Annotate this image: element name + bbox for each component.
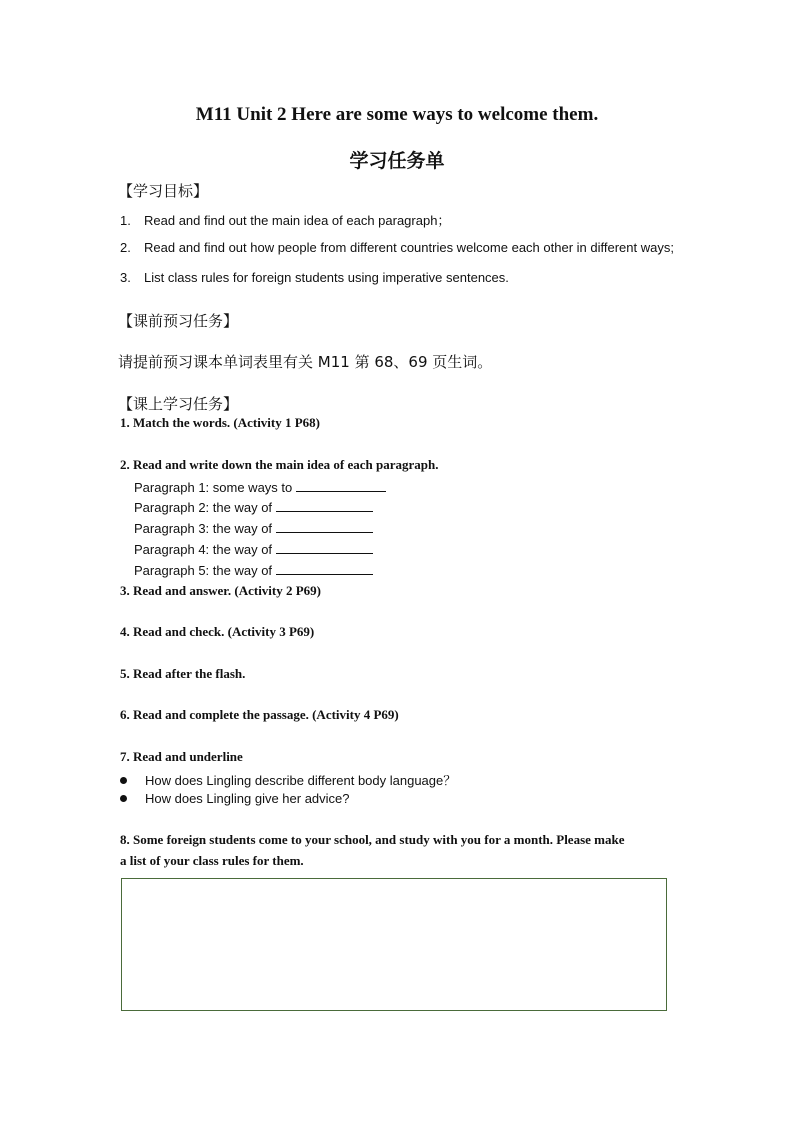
task-5: 5. Read after the flash. — [120, 666, 246, 681]
task-8-line-2: a list of your class rules for them. — [120, 853, 304, 868]
objective-item — [120, 210, 450, 229]
task-7: 7. Read and underline — [120, 749, 243, 764]
bullet-item — [120, 791, 350, 806]
task-3: 3. Read and answer. (Activity 2 P69) — [120, 583, 322, 598]
objectives-heading: 【学习目标】 — [118, 182, 209, 200]
answer-blank[interactable] — [276, 520, 373, 533]
paragraph-label: Paragraph 4: the way of — [134, 542, 273, 557]
answer-blank[interactable] — [276, 499, 373, 512]
page-title: M11 Unit 2 Here are some ways to welcome them. — [195, 104, 599, 125]
paragraph-label: Paragraph 5: the way of — [134, 563, 273, 578]
task-4: 4. Read and check. (Activity 3 P69) — [120, 624, 315, 639]
task-6: 6. Read and complete the passage. (Activity 4 P69) — [120, 707, 399, 722]
paragraph-label: Paragraph 3: the way of — [134, 521, 273, 536]
paragraph-line — [134, 499, 373, 515]
answer-blank[interactable] — [276, 562, 373, 575]
bullet-text: How does Lingling describe different body language？ — [145, 773, 457, 788]
preview-text: 请提前预习课本单词表里有关 M11 第 68、69 页生词。 — [118, 353, 493, 371]
paragraph-label: Paragraph 2: the way of — [134, 500, 273, 515]
objective-text: Read and find out how people from different countries welcome each other in different ways; — [144, 240, 674, 255]
task-1: 1. Match the words. (Activity 1 P68) — [120, 415, 321, 430]
task-8-line-1: 8. Some foreign students come to your school, and study with you for a month. Please make — [120, 832, 625, 847]
bullet-dot-icon — [120, 795, 127, 802]
paragraph-line — [134, 562, 373, 578]
answer-blank[interactable] — [296, 479, 386, 492]
objective-number: 3. — [120, 270, 131, 285]
inclass-heading: 【课上学习任务】 — [118, 395, 239, 413]
bullet-text: How does Lingling give her advice? — [145, 791, 350, 806]
paragraph-label: Paragraph 1: some ways to — [134, 480, 293, 495]
bullet-dot-icon — [120, 777, 127, 784]
objective-text: List class rules for foreign students using imperative sentences. — [144, 270, 509, 285]
objective-item — [120, 240, 674, 255]
task-2: 2. Read and write down the main idea of each paragraph. — [120, 457, 439, 472]
objective-text: Read and find out the main idea of each paragraph； — [144, 213, 451, 228]
objective-item — [120, 270, 509, 285]
answer-blank[interactable] — [276, 541, 373, 554]
paragraph-line — [134, 541, 373, 557]
objective-number: 2. — [120, 240, 131, 255]
paragraph-line — [134, 479, 386, 495]
bullet-item — [120, 770, 456, 789]
preview-heading: 【课前预习任务】 — [118, 312, 239, 330]
class-rules-answer-box[interactable] — [121, 878, 667, 1011]
objective-number: 1. — [120, 213, 131, 228]
paragraph-line — [134, 520, 373, 536]
page-subtitle: 学习任务单 — [349, 150, 445, 172]
